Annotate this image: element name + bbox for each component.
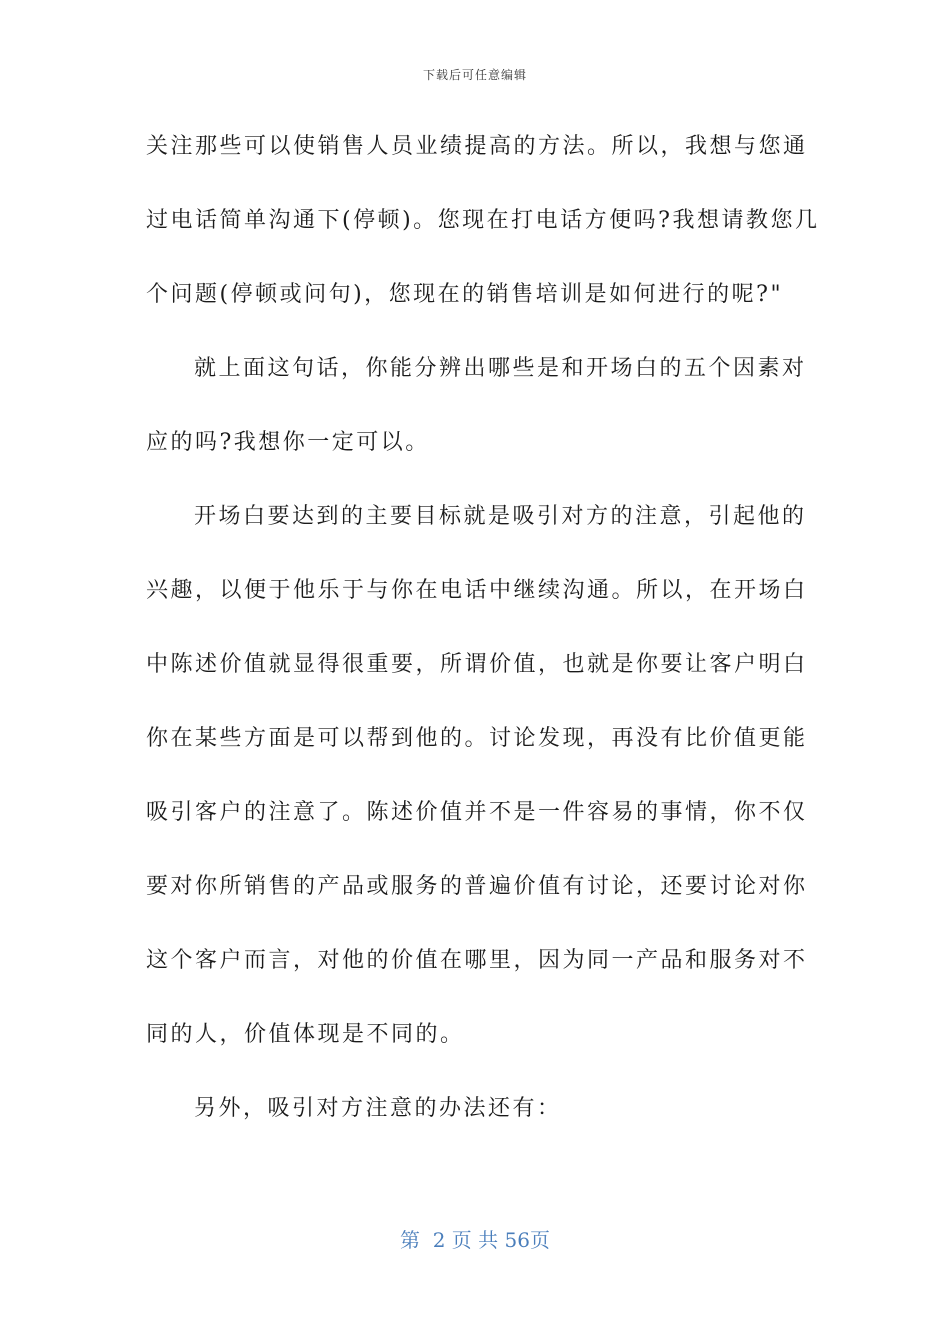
paragraph-start-line: 就上面这句话，你能分辨出哪些是和开场白的五个因素对 bbox=[194, 356, 807, 381]
text-line: 中陈述价值就显得很重要，所谓价值，也就是你要让客户明白 bbox=[146, 652, 808, 677]
paragraph-start-line: 开场白要达到的主要目标就是吸引对方的注意，引起他的 bbox=[194, 504, 807, 529]
text-line: 兴趣，以便于他乐于与你在电话中继续沟通。所以，在开场白 bbox=[146, 578, 808, 603]
paragraph-start-line: 另外，吸引对方注意的办法还有： bbox=[194, 1096, 562, 1121]
text-line: 同的人，价值体现是不同的。 bbox=[146, 1022, 465, 1047]
text-line: 这个客户而言，对他的价值在哪里，因为同一产品和服务对不 bbox=[146, 948, 808, 973]
text-line: 吸引客户的注意了。陈述价值并不是一件容易的事情，你不仅 bbox=[146, 800, 808, 825]
header-note: 下载后可任意编辑 bbox=[422, 68, 527, 82]
text-line: 要对你所销售的产品或服务的普遍价值有讨论，还要讨论对你 bbox=[146, 874, 808, 899]
text-line: 你在某些方面是可以帮到他的。讨论发现，再没有比价值更能 bbox=[146, 726, 808, 751]
text-line: 关注那些可以使销售人员业绩提高的方法。所以，我想与您通 bbox=[146, 134, 808, 159]
text-line: 应的吗?我想你一定可以。 bbox=[146, 430, 430, 455]
page-number-footer: 第 2 页 共 56页 bbox=[400, 1228, 550, 1252]
text-line: 个问题(停顿或问句)，您现在的销售培训是如何进行的呢?" bbox=[146, 282, 784, 307]
document-body bbox=[146, 110, 820, 1146]
text-line: 过电话简单沟通下(停顿)。您现在打电话方便吗?我想请教您几 bbox=[146, 208, 820, 233]
